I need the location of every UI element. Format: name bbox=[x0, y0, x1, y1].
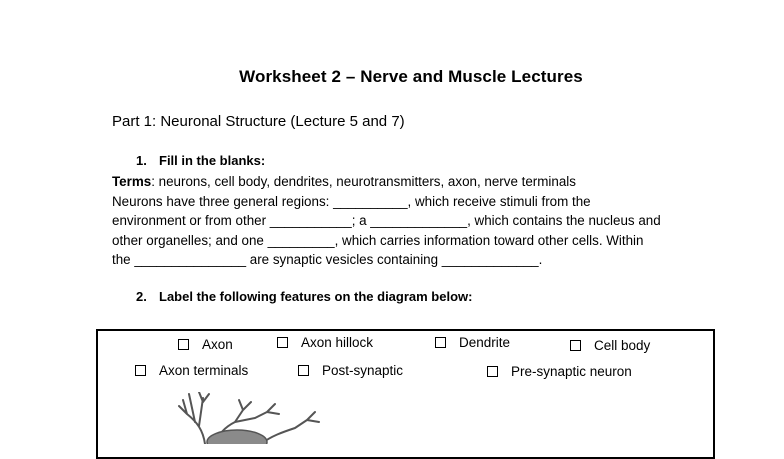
option-label: Dendrite bbox=[459, 335, 511, 350]
checkbox-icon[interactable] bbox=[487, 366, 498, 377]
option-label: Axon hillock bbox=[301, 335, 374, 350]
part-heading: Part 1: Neuronal Structure (Lecture 5 and 7) bbox=[112, 113, 405, 130]
option-dendrite[interactable] bbox=[435, 335, 510, 350]
option-axon[interactable] bbox=[178, 337, 233, 352]
paragraph-line: environment or from other ___________; a _____________, which contains the nucleus and bbox=[112, 213, 661, 228]
option-label: Pre-synaptic neuron bbox=[511, 364, 632, 379]
paragraph-line: Neurons have three general regions: __________, which receive stimuli from the bbox=[112, 193, 591, 209]
checkbox-icon[interactable] bbox=[570, 340, 581, 351]
paragraph-line: the _______________ are synaptic vesicles containing _____________. bbox=[112, 252, 543, 267]
question-2-number: 2. bbox=[136, 289, 147, 304]
fill-in-paragraph bbox=[112, 172, 722, 270]
checkbox-icon[interactable] bbox=[277, 337, 288, 348]
worksheet-title: Worksheet 2 – Nerve and Muscle Lectures bbox=[239, 67, 583, 86]
terms-label: Terms bbox=[112, 174, 152, 189]
option-axon-hillock[interactable] bbox=[277, 335, 373, 350]
option-label: Cell body bbox=[594, 338, 651, 353]
neuron-diagram-icon bbox=[175, 392, 325, 444]
question-2 bbox=[136, 289, 472, 304]
terms-line bbox=[112, 172, 722, 192]
checkbox-icon[interactable] bbox=[135, 365, 146, 376]
checkbox-icon[interactable] bbox=[298, 365, 309, 376]
terms-list: : neurons, cell body, dendrites, neurotransmitters, axon, nerve terminals bbox=[151, 174, 576, 189]
option-label: Post-synaptic bbox=[322, 363, 404, 378]
option-label: Axon bbox=[202, 337, 233, 352]
option-pre-synaptic-neuron[interactable] bbox=[487, 364, 632, 379]
question-1 bbox=[136, 153, 265, 168]
option-cell-body[interactable] bbox=[570, 338, 650, 353]
question-1-text: Fill in the blanks: bbox=[159, 153, 266, 168]
checkbox-icon[interactable] bbox=[178, 339, 189, 350]
option-axon-terminals[interactable] bbox=[135, 363, 248, 378]
checkbox-icon[interactable] bbox=[435, 337, 446, 348]
option-label: Axon terminals bbox=[159, 363, 249, 378]
option-post-synaptic[interactable] bbox=[298, 363, 403, 378]
paragraph-line: other organelles; and one _________, which carries information toward other cells. Within bbox=[112, 232, 644, 248]
question-1-number: 1. bbox=[136, 153, 147, 168]
question-2-text: Label the following features on the diagram below: bbox=[159, 289, 473, 304]
